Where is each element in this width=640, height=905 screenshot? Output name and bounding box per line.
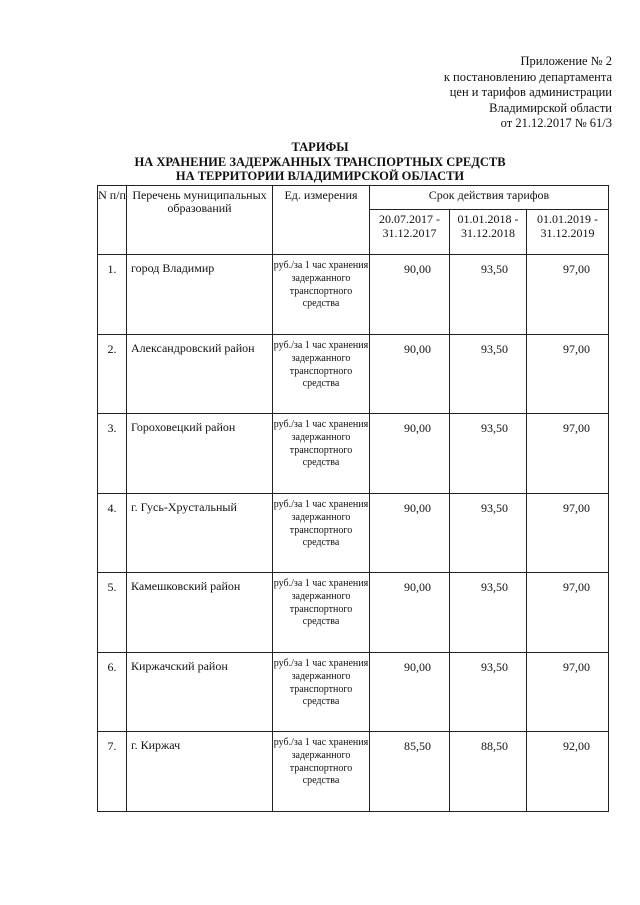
row-unit: руб./за 1 час хранения задержанного транспортного средства [273,653,370,732]
table-row [98,732,609,812]
row-value: 90,00 [370,414,450,494]
row-unit: руб./за 1 час хранения задержанного транспортного средства [273,255,370,335]
header-municipality: Перечень муниципальных образований [127,186,273,255]
row-value: 97,00 [527,414,609,494]
row-municipality: город Владимир [127,255,273,335]
row-value: 90,00 [370,573,450,653]
row-value: 97,00 [527,494,609,573]
row-value: 97,00 [527,335,609,414]
tariffs-table [97,185,609,812]
document-title [100,140,540,184]
row-number: 2. [98,335,127,414]
row-value: 93,50 [450,414,527,494]
row-number: 6. [98,653,127,732]
header-date: 01.01.2018 - 31.12.2018 [450,210,527,255]
appendix-line: Владимирской области [489,100,612,115]
appendix-block [372,54,612,132]
row-municipality: г. Киржач [127,732,273,812]
table-header-row [98,186,609,210]
table-row [98,653,609,732]
title-line: ТАРИФЫ [291,140,349,154]
table-row [98,255,609,335]
appendix-line: Приложение № 2 [520,54,612,68]
row-value: 93,50 [450,494,527,573]
row-municipality: Гороховецкий район [127,414,273,494]
row-municipality: г. Гусь-Хрустальный [127,494,273,573]
row-value: 92,00 [527,732,609,812]
row-unit: руб./за 1 час хранения задержанного транспортного средства [273,573,370,653]
appendix-line: к постановлению департамента [443,69,612,84]
table-row [98,573,609,653]
title-line: НА ТЕРРИТОРИИ ВЛАДИМИРСКОЙ ОБЛАСТИ [175,169,465,183]
row-value: 90,00 [370,255,450,335]
row-value: 90,00 [370,494,450,573]
row-unit: руб./за 1 час хранения задержанного транспортного средства [273,494,370,573]
row-value: 93,50 [450,573,527,653]
header-number: N п/п [98,186,127,255]
row-value: 90,00 [370,653,450,732]
row-number: 4. [98,494,127,573]
row-number: 5. [98,573,127,653]
header-period: Срок действия тарифов [370,186,609,210]
row-municipality: Киржачский район [127,653,273,732]
row-value: 97,00 [527,255,609,335]
appendix-line: от 21.12.2017 № 61/3 [500,116,612,130]
row-unit: руб./за 1 час хранения задержанного транспортного средства [273,335,370,414]
row-value: 93,50 [450,653,527,732]
row-value: 93,50 [450,255,527,335]
row-municipality: Камешковский район [127,573,273,653]
row-number: 1. [98,255,127,335]
row-municipality: Александровский район [127,335,273,414]
row-number: 7. [98,732,127,812]
row-value: 90,00 [370,335,450,414]
row-value: 97,00 [527,573,609,653]
row-value: 97,00 [527,653,609,732]
row-value: 93,50 [450,335,527,414]
row-value: 88,50 [450,732,527,812]
title-line: НА ХРАНЕНИЕ ЗАДЕРЖАННЫХ ТРАНСПОРТНЫХ СРЕДСТВ [134,154,506,169]
row-number: 3. [98,414,127,494]
header-date: 20.07.2017 - 31.12.2017 [370,210,450,255]
header-unit: Ед. измерения [273,186,370,255]
row-unit: руб./за 1 час хранения задержанного транспортного средства [273,732,370,812]
row-unit: руб./за 1 час хранения задержанного транспортного средства [273,414,370,494]
appendix-line: цен и тарифов администрации [449,85,612,99]
row-value: 85,50 [370,732,450,812]
table-row [98,335,609,414]
table-row [98,414,609,494]
header-date: 01.01.2019 - 31.12.2019 [527,210,609,255]
table-row [98,494,609,573]
